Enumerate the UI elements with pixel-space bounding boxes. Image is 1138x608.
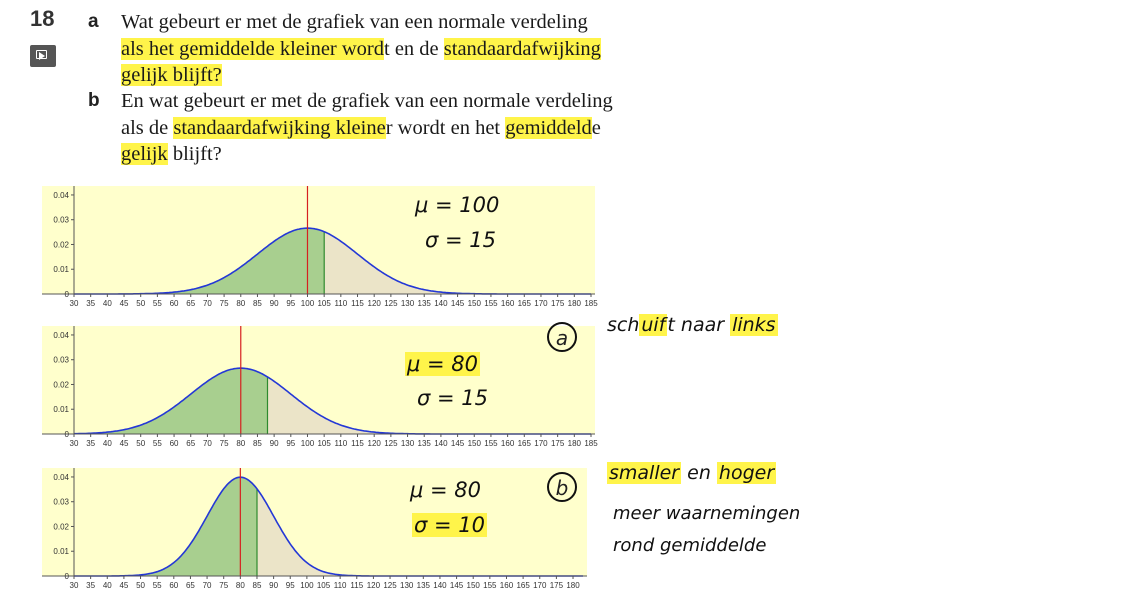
- highlight: smaller: [609, 462, 680, 484]
- y-tick-label: 0.03: [53, 355, 69, 365]
- part-b-letter: b: [88, 90, 100, 111]
- x-tick-label: 55: [152, 299, 162, 308]
- x-tick-label: 45: [119, 439, 129, 448]
- x-tick-label: 60: [169, 439, 179, 448]
- part-a-line-3: [121, 62, 222, 88]
- x-tick-label: 160: [500, 439, 515, 448]
- x-tick-label: 145: [450, 299, 465, 308]
- x-tick-label: 80: [235, 581, 245, 590]
- play-video-icon[interactable]: [30, 45, 56, 67]
- x-tick-label: 100: [300, 299, 315, 308]
- x-tick-label: 30: [69, 581, 79, 590]
- x-tick-label: 120: [366, 581, 381, 590]
- x-tick-label: 65: [186, 299, 196, 308]
- note-b-line-1: [607, 462, 776, 484]
- x-tick-label: 120: [367, 299, 381, 308]
- x-tick-label: 60: [169, 299, 179, 308]
- y-tick-label: 0.04: [53, 330, 69, 340]
- highlight: gelijk blijft?: [121, 64, 222, 86]
- x-tick-label: 90: [269, 439, 279, 448]
- x-tick-label: 40: [102, 581, 112, 590]
- x-tick-label: 155: [484, 299, 498, 308]
- y-tick-label: 0.02: [53, 380, 69, 390]
- x-tick-label: 135: [416, 581, 430, 590]
- note-b-line-2: meer waarnemingen: [613, 503, 801, 524]
- x-tick-label: 145: [449, 581, 464, 590]
- x-tick-label: 150: [467, 439, 481, 448]
- text: r wordt en het: [385, 117, 506, 139]
- normal-chart-3: [42, 468, 587, 598]
- x-tick-label: 170: [533, 581, 547, 590]
- highlight: μ = 80: [407, 352, 479, 376]
- circle-a: a: [547, 322, 577, 352]
- y-tick-label: 0: [64, 290, 69, 299]
- note-mu-1: μ = 100: [415, 193, 500, 217]
- highlight: σ = 10: [414, 513, 485, 537]
- x-tick-label: 155: [483, 581, 497, 590]
- x-tick-label: 75: [219, 581, 229, 590]
- x-tick-label: 115: [350, 581, 364, 590]
- x-tick-label: 60: [169, 581, 179, 590]
- x-tick-label: 165: [517, 439, 531, 448]
- part-b-line-2: [121, 115, 601, 141]
- x-tick-label: 180: [566, 581, 580, 590]
- x-tick-label: 30: [69, 299, 79, 308]
- x-tick-label: 135: [417, 439, 431, 448]
- x-tick-label: 170: [534, 299, 548, 308]
- highlight: links: [732, 314, 776, 336]
- x-tick-label: 80: [236, 299, 246, 308]
- text: t naar: [667, 314, 731, 336]
- x-tick-label: 90: [269, 581, 279, 590]
- x-tick-label: 130: [400, 581, 414, 590]
- x-tick-label: 150: [467, 299, 481, 308]
- x-tick-label: 55: [152, 581, 162, 590]
- x-tick-label: 160: [500, 299, 515, 308]
- y-tick-label: 0.02: [53, 522, 69, 532]
- x-tick-label: 180: [567, 439, 582, 448]
- x-tick-label: 110: [333, 581, 347, 590]
- note-b-line-3: rond gemiddelde: [613, 535, 767, 556]
- x-tick-label: 115: [351, 299, 364, 308]
- y-tick-label: 0.01: [53, 405, 69, 415]
- part-a-line-2: [121, 36, 601, 62]
- plot-background: [42, 468, 587, 576]
- x-tick-label: 165: [517, 299, 531, 308]
- x-tick-label: 175: [549, 581, 564, 590]
- highlight: als het gemiddelde kleiner word: [121, 38, 384, 60]
- highlight: standaardafwijking: [443, 38, 601, 60]
- x-tick-label: 80: [236, 439, 246, 448]
- highlight: gelijk: [121, 143, 168, 165]
- x-tick-label: 115: [351, 439, 364, 448]
- x-tick-label: 55: [152, 439, 162, 448]
- text: sch: [607, 314, 640, 336]
- x-tick-label: 70: [202, 299, 212, 308]
- x-tick-label: 45: [119, 299, 129, 308]
- x-tick-label: 30: [69, 439, 79, 448]
- chart-3: [42, 468, 595, 598]
- x-tick-label: 110: [334, 299, 348, 308]
- text: en: [681, 462, 717, 484]
- x-tick-label: 35: [86, 439, 96, 448]
- question-number: 18: [30, 6, 55, 31]
- x-tick-label: 50: [136, 299, 146, 308]
- x-tick-label: 95: [285, 581, 295, 590]
- x-tick-label: 185: [584, 299, 598, 308]
- x-tick-label: 100: [300, 581, 314, 590]
- text: blijft?: [167, 143, 222, 165]
- x-tick-label: 100: [300, 439, 315, 448]
- note-mu-3: μ = 80: [410, 478, 482, 502]
- x-tick-label: 180: [567, 299, 582, 308]
- x-tick-label: 155: [484, 439, 498, 448]
- circle-b: b: [547, 472, 577, 502]
- part-a-letter: a: [88, 11, 99, 32]
- x-tick-label: 110: [334, 439, 348, 448]
- note-sigma-3: [412, 513, 487, 537]
- x-tick-label: 85: [252, 439, 262, 448]
- x-tick-label: 150: [466, 581, 480, 590]
- x-tick-label: 35: [86, 581, 96, 590]
- y-tick-label: 0: [64, 430, 69, 439]
- x-tick-label: 50: [136, 581, 145, 590]
- x-tick-label: 170: [534, 439, 548, 448]
- text: e: [591, 117, 601, 139]
- x-tick-label: 140: [434, 439, 448, 448]
- y-tick-label: 0.03: [53, 215, 69, 225]
- x-tick-label: 75: [219, 299, 229, 308]
- note-a: [607, 314, 778, 336]
- note-sigma-1: σ = 15: [425, 228, 496, 252]
- chart-2: [42, 326, 598, 456]
- x-tick-label: 85: [252, 299, 262, 308]
- x-tick-label: 70: [202, 581, 212, 590]
- x-tick-label: 95: [286, 439, 296, 448]
- x-tick-label: 95: [286, 299, 296, 308]
- x-tick-label: 45: [119, 581, 129, 590]
- part-a-line-1: Wat gebeurt er met de grafiek van een normale verdeling: [121, 11, 588, 33]
- x-tick-label: 125: [384, 439, 398, 448]
- x-tick-label: 185: [584, 439, 598, 448]
- y-tick-label: 0.01: [53, 547, 69, 557]
- x-tick-label: 65: [186, 439, 196, 448]
- x-tick-label: 140: [433, 581, 447, 590]
- x-tick-label: 160: [499, 581, 514, 590]
- x-tick-label: 105: [317, 439, 331, 448]
- x-tick-label: 90: [269, 299, 279, 308]
- x-tick-label: 125: [384, 299, 398, 308]
- y-tick-label: 0.01: [53, 265, 69, 275]
- normal-chart-2: [42, 326, 598, 456]
- note-sigma-2: σ = 15: [417, 386, 488, 410]
- x-tick-label: 65: [185, 581, 195, 590]
- x-tick-label: 40: [102, 439, 112, 448]
- y-tick-label: 0.03: [53, 497, 69, 507]
- highlight: hoger: [718, 462, 775, 484]
- highlight: uif: [641, 314, 666, 336]
- x-tick-label: 145: [450, 439, 465, 448]
- text: t en de: [384, 38, 444, 60]
- x-tick-label: 130: [400, 439, 415, 448]
- note-mu-2: [405, 352, 480, 376]
- x-tick-label: 70: [202, 439, 212, 448]
- x-tick-label: 50: [136, 439, 146, 448]
- x-tick-label: 105: [317, 299, 331, 308]
- y-tick-label: 0.04: [53, 472, 69, 482]
- x-tick-label: 75: [219, 439, 229, 448]
- y-tick-label: 0.04: [53, 190, 69, 200]
- x-tick-label: 125: [383, 581, 397, 590]
- highlight: gemiddeld: [505, 117, 592, 139]
- x-tick-label: 165: [516, 581, 530, 590]
- x-tick-label: 85: [252, 581, 262, 590]
- highlight: standaardafwijking kleine: [173, 117, 386, 139]
- text: als de: [121, 117, 174, 139]
- part-b-line-3: [121, 141, 222, 167]
- x-tick-label: 140: [434, 299, 448, 308]
- x-tick-label: 135: [417, 299, 431, 308]
- x-tick-label: 175: [550, 299, 565, 308]
- chart-1: [42, 186, 598, 316]
- x-tick-label: 130: [400, 299, 415, 308]
- x-tick-label: 40: [102, 299, 112, 308]
- part-b-line-1: En wat gebeurt er met de grafiek van een normale verdeling: [121, 90, 613, 112]
- x-tick-label: 105: [316, 581, 331, 590]
- y-tick-label: 0.02: [53, 240, 69, 250]
- y-tick-label: 0: [64, 572, 69, 581]
- x-tick-label: 120: [367, 439, 381, 448]
- normal-chart-1: [42, 186, 598, 316]
- x-tick-label: 35: [86, 299, 96, 308]
- x-tick-label: 175: [550, 439, 565, 448]
